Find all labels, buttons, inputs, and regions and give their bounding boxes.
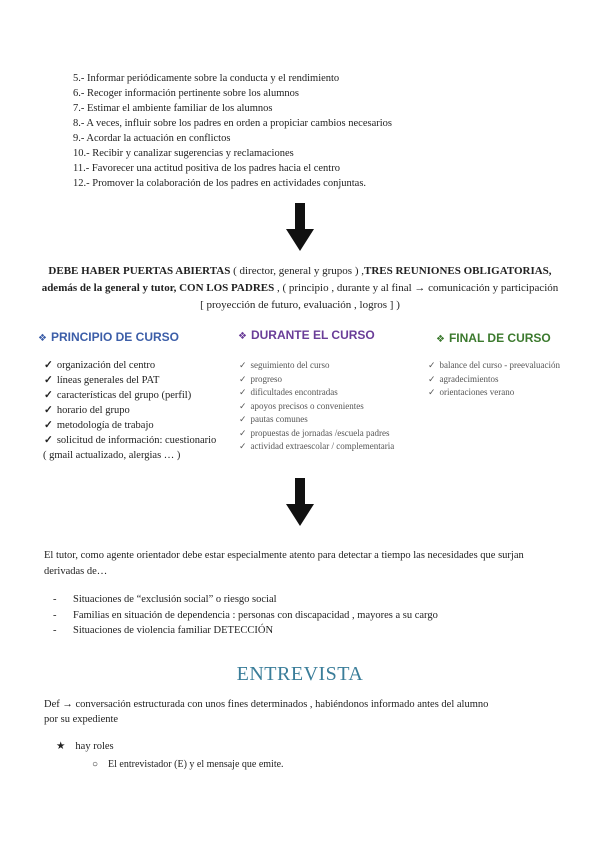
list-item: - Familias en situación de dependencia : personas con discapacidad , mayores a su cargo	[53, 608, 438, 624]
diamond-icon: ❖	[238, 331, 247, 342]
list-item: ✓ propuestas de jornadas /escuela padres	[239, 427, 390, 438]
list-item: 6.- Recoger información pertinente sobre los alumnos	[73, 88, 299, 99]
dash-bullet: -	[53, 594, 57, 605]
list-item: - Situaciones de violencia familiar DETECCIÓN	[53, 623, 438, 639]
tutor-paragraph: El tutor, como agente orientador debe estar especialmente atento para detectar a tiempo las necesidades que surjan derivadas de…	[44, 550, 524, 577]
final-list	[428, 359, 560, 400]
check-icon: ✓	[44, 420, 53, 431]
check-icon: ✓	[239, 373, 247, 384]
check-icon: ✓	[44, 360, 53, 371]
check-icon: ✓	[239, 414, 247, 424]
list-item: 5.- Informar periódicamente sobre la conducta y el rendimiento	[73, 73, 340, 84]
list-item: ✓ horario del grupo	[44, 405, 130, 416]
open-doors-heading: DEBE HABER PUERTAS ABIERTAS	[48, 265, 231, 277]
list-item: ✓ progreso	[239, 373, 283, 384]
list-item: 8.- A veces, influir sobre los padres en orden a propiciar cambios necesarios	[73, 118, 392, 129]
diamond-icon: ❖	[436, 334, 445, 345]
list-item: ✓ características del grupo (perfil)	[44, 390, 192, 401]
list-item: ✓ seguimiento del curso	[239, 360, 330, 370]
dash-bullet: -	[53, 625, 57, 636]
section-title: ENTREVISTA	[236, 663, 364, 685]
open-doors-statement	[40, 263, 560, 314]
list-item: ✓ pautas comunes	[239, 414, 308, 424]
list-item: 12.- Promover la colaboración de los padres en actividades conjuntas.	[73, 178, 367, 189]
meetings-heading: TRES REUNIONES OBLIGATORIAS, además de la general y tutor, CON LOS PADRES	[41, 265, 552, 294]
down-arrow-icon	[286, 203, 314, 251]
situations-list	[53, 592, 438, 639]
check-icon: ✓	[239, 400, 247, 411]
list-item: 10.- Recibir y canalizar sugerencias y reclamaciones	[73, 148, 294, 159]
list-item: 11.- Favorecer una actitud positiva de los padres hacia el centro	[73, 163, 340, 174]
check-icon: ✓	[44, 435, 53, 446]
durante-list	[239, 359, 394, 454]
list-item: ✓ balance del curso - preevaluación	[428, 360, 560, 370]
star-item: ★ hay roles	[56, 741, 114, 752]
check-icon: ✓	[239, 360, 247, 370]
list-item: ✓ líneas generales del PAT	[44, 375, 160, 386]
durante-heading	[238, 328, 375, 342]
check-icon: ✓	[239, 387, 247, 397]
principio-heading	[38, 330, 179, 344]
final-heading	[436, 331, 551, 345]
check-icon: ✓	[239, 427, 247, 438]
circle-bullet-icon: ○	[92, 759, 99, 770]
check-icon: ✓	[44, 375, 53, 386]
list-item: ✓ agradecimientos	[428, 373, 499, 384]
list-item: ✓ solicitud de información: cuestionario	[44, 435, 217, 446]
list-item: ✓ apoyos precisos o convenientes	[239, 400, 364, 411]
check-icon: ✓	[44, 405, 53, 416]
principio-title: PRINCIPIO DE CURSO	[50, 330, 179, 344]
list-item: ✓ metodología de trabajo	[44, 420, 154, 431]
meetings-note: , ( principio , durante y al final → comunicación y participación [ proyección de futuro, evaluación , logros ] )	[200, 282, 559, 311]
list-item: 9.- Acordar la actuación en conflictos	[73, 133, 231, 144]
list-item: ✓ orientaciones verano	[428, 387, 515, 397]
definition-line: por su expediente	[44, 714, 119, 725]
definition	[44, 697, 488, 727]
check-icon: ✓	[428, 387, 436, 397]
list-item: ✓ dificultades encontradas	[239, 387, 338, 397]
down-arrow-icon	[286, 478, 314, 526]
star-icon: ★	[56, 741, 66, 752]
diamond-icon: ❖	[38, 333, 47, 344]
list-item: ✓ actividad extraescolar / complementaria	[239, 441, 395, 451]
list-item: - Situaciones de “exclusión social” o riesgo social	[53, 592, 438, 608]
dash-bullet: -	[53, 609, 57, 621]
sub-item: ○ El entrevistador (E) y el mensaje que emite.	[92, 759, 284, 770]
check-icon: ✓	[239, 441, 247, 451]
list-item: ✓ organización del centro	[44, 360, 156, 371]
final-title: FINAL DE CURSO	[448, 331, 551, 345]
list-item: 7.- Estimar el ambiente familiar de los alumnos	[73, 103, 273, 114]
open-doors-note: ( director, general y grupos ) ,	[230, 265, 364, 277]
check-icon: ✓	[428, 360, 436, 370]
list-item-extra: ( gmail actualizado, alergias … )	[43, 450, 181, 461]
numbered-list	[73, 71, 392, 191]
check-icon: ✓	[428, 373, 436, 384]
check-icon: ✓	[44, 390, 53, 401]
principio-list	[44, 358, 216, 463]
durante-title: DURANTE EL CURSO	[250, 328, 375, 342]
definition-line: Def → conversación estructurada con unos fines determinados , habiéndonos informado antes del alumno	[44, 699, 489, 710]
